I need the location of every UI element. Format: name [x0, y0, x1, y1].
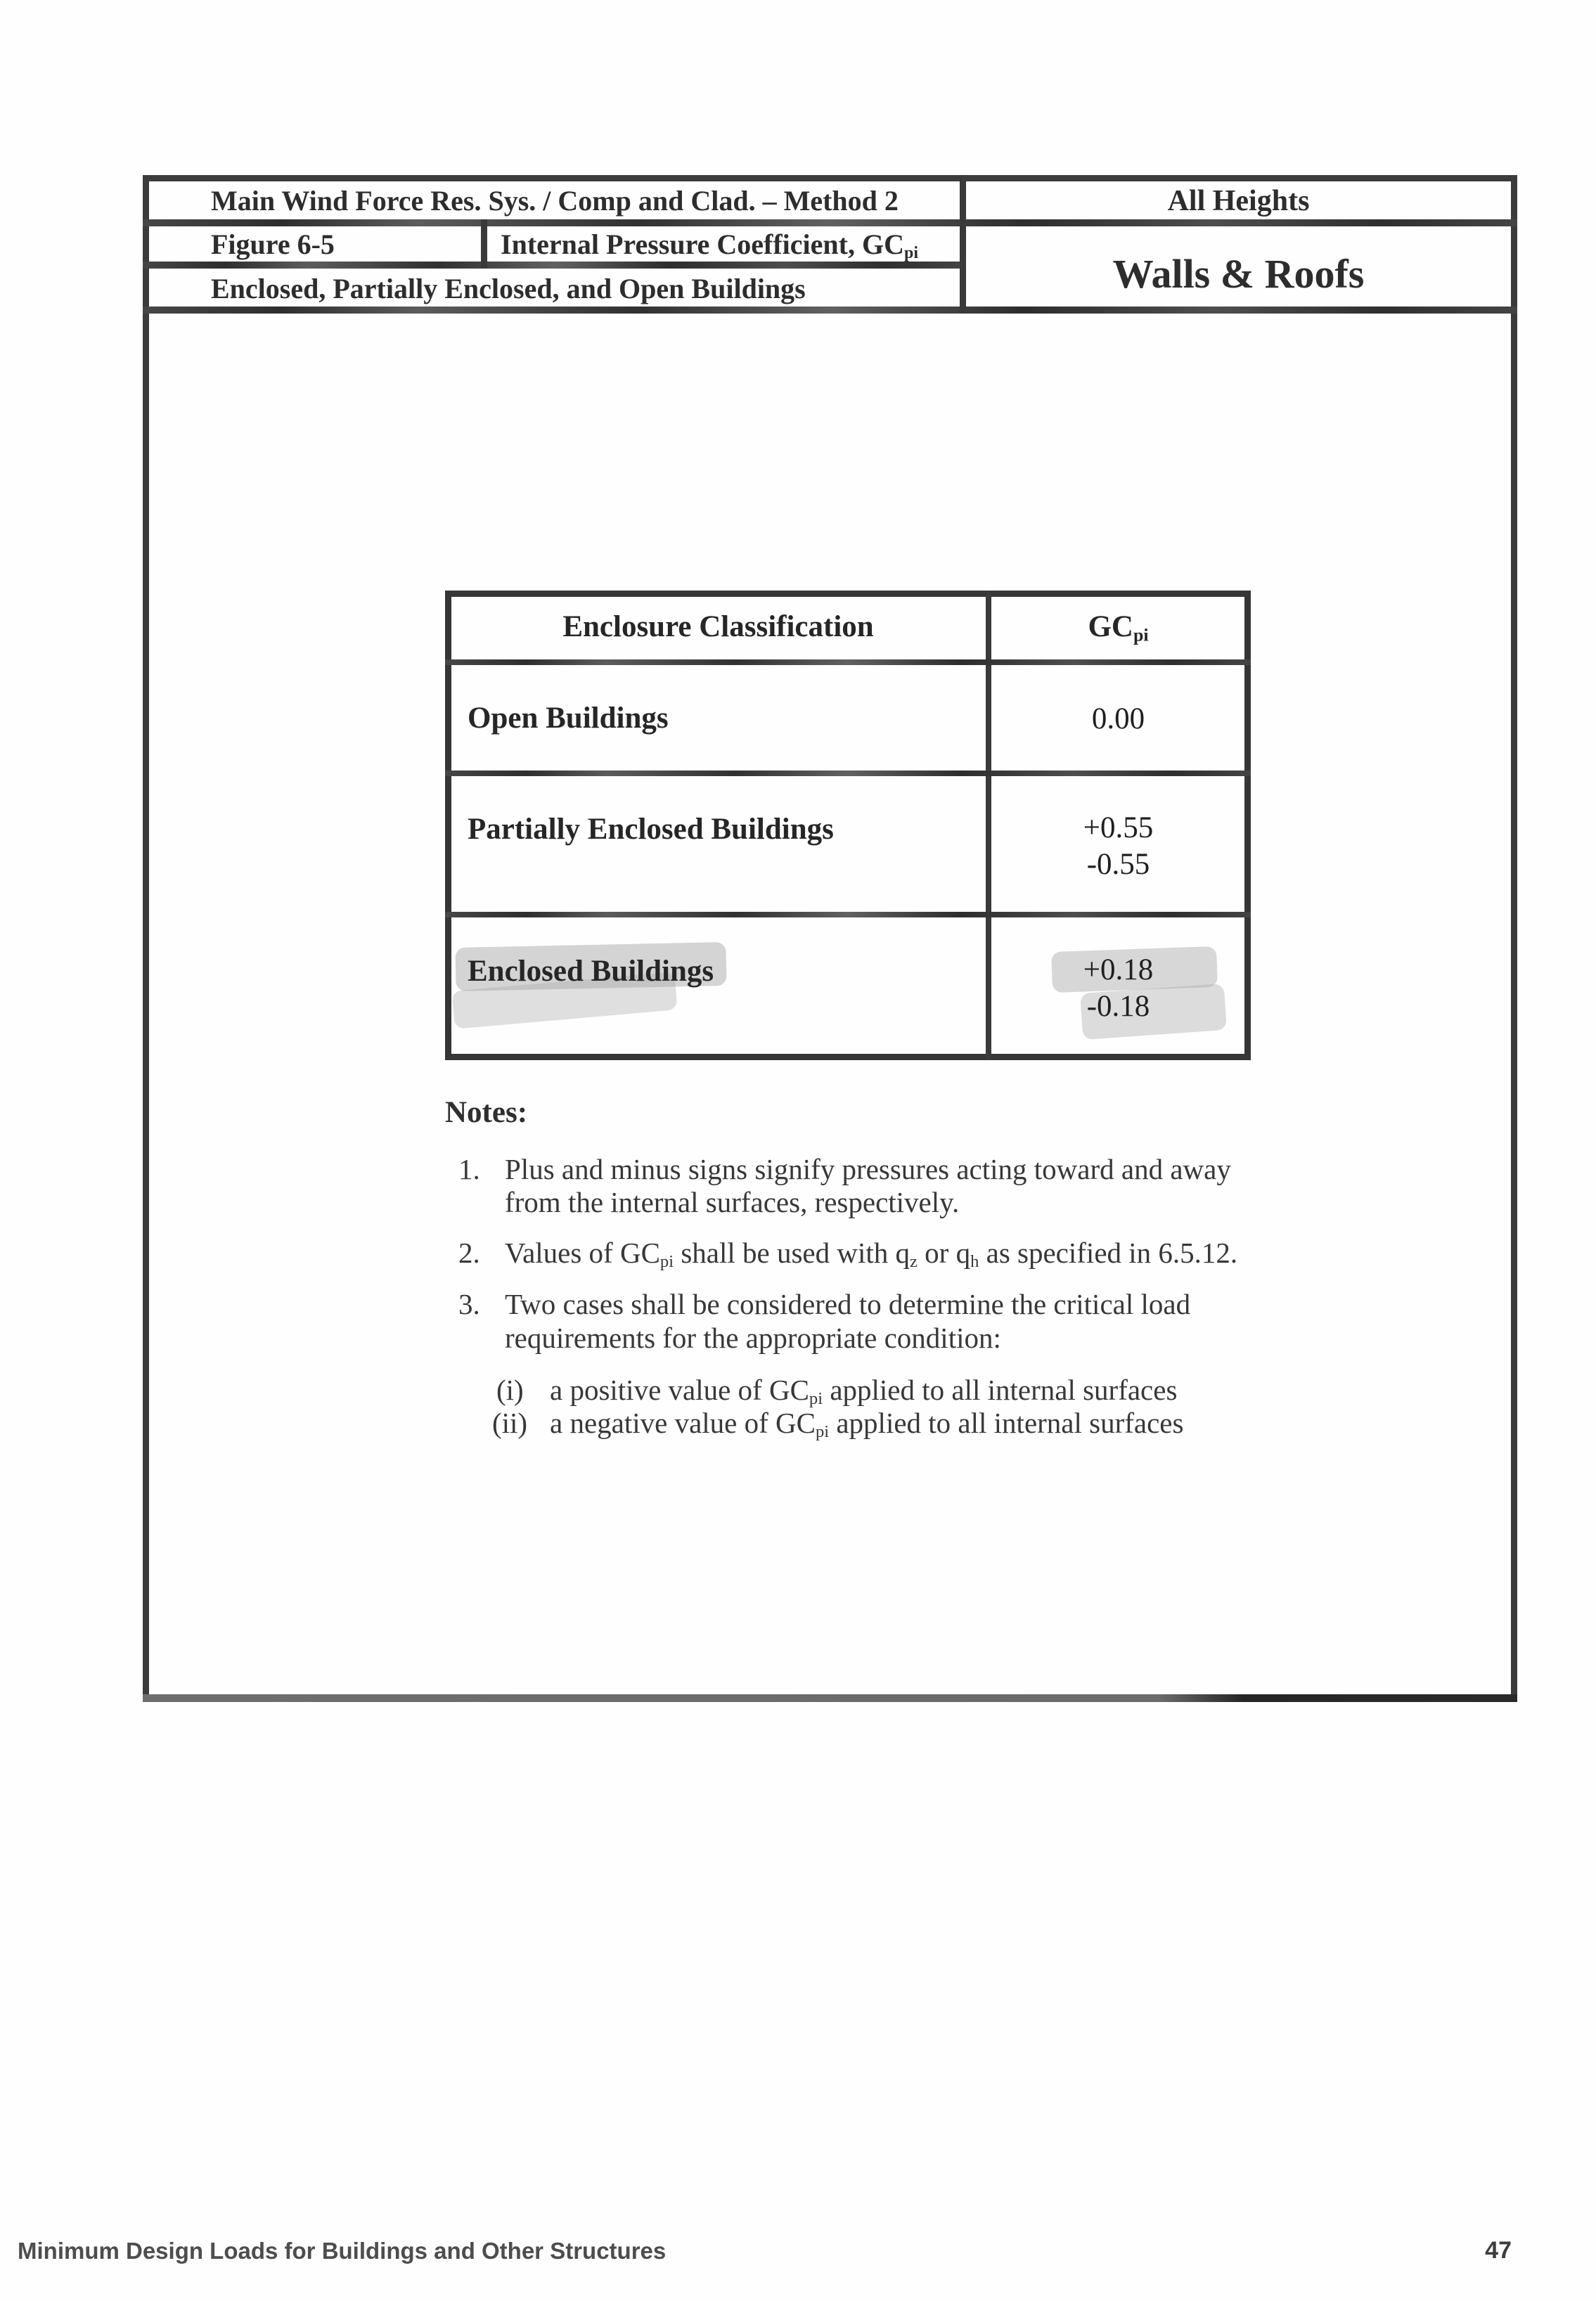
- header-main-vertical-divider: [960, 175, 966, 314]
- gcpi-table-header-divider: [445, 659, 1251, 665]
- note-1-number: 1.: [458, 1153, 480, 1185]
- header-row1-divider: [143, 219, 1517, 226]
- note-3-number: 3.: [458, 1288, 480, 1320]
- row-value-enclosed-negative: -0.18: [1086, 990, 1150, 1023]
- column-header-enclosure-classification: Enclosure Classification: [562, 610, 874, 643]
- note-2-line-1: Values of $GC_{pi}$ shall be used with $q_z$ or $q_h$ as specified in 6.5.12.: [505, 1237, 1238, 1272]
- column-header-gcpi: $GC_{pi}$: [1088, 610, 1149, 645]
- note-2-number: 2.: [458, 1237, 480, 1269]
- row-value-partially-enclosed-negative: -0.55: [1086, 848, 1150, 881]
- header-walls-roofs: Walls & Roofs: [1112, 251, 1365, 297]
- footer-book-title: Minimum Design Loads for Buildings and Other Structures: [18, 2238, 667, 2264]
- gcpi-table-row1-divider: [445, 771, 1251, 776]
- header-all-heights: All Heights: [1167, 185, 1310, 217]
- row-label-enclosed-buildings: Enclosed Buildings: [468, 955, 714, 988]
- row-value-enclosed-positive: +0.18: [1083, 953, 1154, 986]
- note-3-subitem-i-text: a positive value of $GC_{pi}$ applied to all internal surfaces: [550, 1374, 1178, 1409]
- figure-number: Figure 6-5: [211, 228, 335, 260]
- note-3-subitem-ii-number: (ii): [492, 1407, 528, 1439]
- notes-heading: Notes:: [445, 1096, 528, 1129]
- note-3-subitem-i-number: (i): [496, 1374, 524, 1406]
- header-bottom-divider: [143, 307, 1517, 314]
- figure-title: Internal Pressure Coefficient, $GC_{pi}$: [501, 228, 918, 262]
- footer-page-number: 47: [1485, 2237, 1512, 2264]
- row-label-partially-enclosed: Partially Enclosed Buildings: [468, 813, 834, 846]
- frame-bottom-edge: [143, 1694, 1517, 1702]
- header-system-title: Main Wind Force Res. Sys. / Comp and Clad. – Method 2: [211, 185, 899, 217]
- note-1-line-1: Plus and minus signs signify pressures acting toward and away: [505, 1153, 1231, 1185]
- note-1-line-2: from the internal surfaces, respectively.: [505, 1186, 960, 1218]
- header-building-types: Enclosed, Partially Enclosed, and Open Buildings: [211, 273, 806, 304]
- row-label-open-buildings: Open Buildings: [468, 702, 669, 735]
- figure-cell-divider: [481, 219, 487, 269]
- gcpi-table-row2-divider: [445, 912, 1251, 917]
- row-value-partially-enclosed-positive: +0.55: [1083, 811, 1154, 844]
- note-3-line-2: requirements for the appropriate condition:: [505, 1322, 1001, 1354]
- row-value-open-buildings: 0.00: [1091, 702, 1145, 735]
- note-3-subitem-ii-text: a negative value of $GC_{pi}$ applied to all internal surfaces: [550, 1407, 1184, 1442]
- header-row2-divider: [143, 262, 966, 269]
- note-3-line-1: Two cases shall be considered to determine the critical load: [505, 1288, 1191, 1320]
